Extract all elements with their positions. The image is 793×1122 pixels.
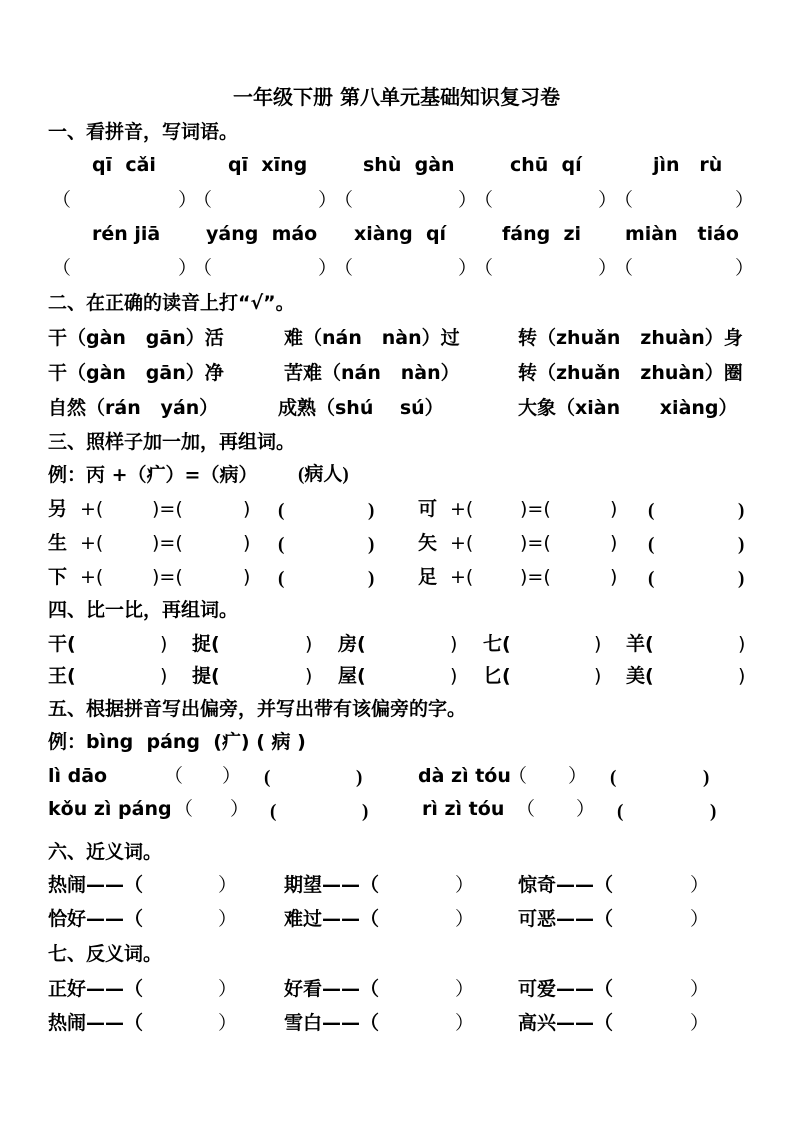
close-paren: ): [243, 566, 251, 588]
compare-char[interactable]: 提(: [192, 665, 220, 687]
antonym-item[interactable]: 好看——（: [284, 978, 380, 1000]
compare-char[interactable]: 美(: [626, 665, 654, 687]
char-blank-open[interactable]: (: [610, 767, 617, 788]
answer-blank-open[interactable]: （: [334, 257, 354, 279]
close-paren: ): [243, 498, 251, 520]
plus-blank[interactable]: +(: [450, 566, 474, 588]
radical-example: 例：bìng páng (疒) ( 病 ): [48, 731, 306, 753]
section4-heading: 四、比一比，再组词。: [48, 599, 239, 621]
close-paren: ): [738, 665, 746, 687]
section2-heading: 二、在正确的读音上打“√”。: [48, 292, 295, 314]
section3-heading: 三、照样子加一加，再组词。: [48, 431, 296, 453]
answer-blank-close[interactable]: ）: [318, 189, 338, 211]
plus-blank[interactable]: +(: [80, 566, 104, 588]
close-paren: ）: [218, 978, 238, 1000]
answer-blank-close[interactable]: ）: [458, 257, 478, 279]
close-paren: ): [610, 566, 618, 588]
compare-char[interactable]: 羊(: [626, 633, 654, 655]
answer-blank-open[interactable]: （: [52, 189, 72, 211]
close-paren: ): [594, 665, 602, 687]
example-word: (病人): [298, 464, 349, 485]
reading-choice[interactable]: 干（gàn gān）活: [48, 327, 224, 349]
word-blank-open[interactable]: (: [648, 500, 655, 521]
close-paren: ): [305, 665, 313, 687]
close-paren: ）: [218, 1012, 238, 1034]
plus-blank[interactable]: +(: [450, 532, 474, 554]
radical-blank-open[interactable]: （: [516, 798, 536, 820]
close-paren: ): [610, 532, 618, 554]
answer-blank-close[interactable]: ）: [598, 257, 618, 279]
radical-blank-open[interactable]: （: [174, 798, 194, 820]
section5-heading: 五、根据拼音写出偏旁，并写出带有该偏旁的字。: [48, 698, 467, 720]
close-paren: ）: [690, 1012, 710, 1034]
char-blank-close[interactable]: ): [710, 801, 717, 822]
compare-char[interactable]: 捉(: [192, 633, 220, 655]
radical-pinyin: dà zì tóu: [418, 765, 511, 787]
antonym-item[interactable]: 正好——（: [48, 978, 144, 1000]
synonym-item[interactable]: 期望——（: [284, 874, 380, 896]
radical-pinyin: lì dāo: [48, 765, 108, 787]
answer-blank-close[interactable]: ）: [318, 257, 338, 279]
reading-choice[interactable]: 难（nán nàn）过: [284, 327, 460, 349]
char-base: 可: [418, 498, 438, 520]
answer-blank-close[interactable]: ）: [178, 257, 198, 279]
answer-blank-open[interactable]: （: [193, 189, 213, 211]
compare-char[interactable]: 匕(: [483, 665, 511, 687]
compare-char[interactable]: 七(: [483, 633, 511, 655]
close-paren: ): [160, 665, 168, 687]
result-blank[interactable]: )=(: [152, 532, 183, 554]
synonym-item[interactable]: 难过——（: [284, 908, 380, 930]
radical-pinyin: kǒu zì páng: [48, 798, 172, 820]
close-paren: ）: [455, 978, 475, 1000]
answer-blank-close[interactable]: ）: [178, 189, 198, 211]
pinyin-item: qī cǎi: [92, 154, 156, 176]
char-base: 生: [48, 532, 68, 554]
radical-blank-close[interactable]: ）: [568, 765, 588, 787]
result-blank[interactable]: )=(: [152, 566, 183, 588]
antonym-item[interactable]: 高兴——（: [518, 1012, 614, 1034]
synonym-item[interactable]: 惊奇——（: [518, 874, 614, 896]
radical-blank-close[interactable]: ）: [222, 765, 242, 787]
radical-blank-close[interactable]: ）: [576, 798, 596, 820]
close-paren: ): [738, 633, 746, 655]
section7-heading: 七、反义词。: [48, 943, 163, 965]
answer-blank-open[interactable]: （: [52, 257, 72, 279]
result-blank[interactable]: )=(: [152, 498, 183, 520]
reading-choice[interactable]: 大象（xiàn xiàng）: [518, 397, 738, 419]
page-title: 一年级下册 第八单元基础知识复习卷: [233, 85, 560, 109]
char-blank-open[interactable]: (: [264, 767, 271, 788]
answer-blank-close[interactable]: ）: [598, 189, 618, 211]
word-blank-open[interactable]: (: [278, 500, 285, 521]
close-paren: ）: [455, 908, 475, 930]
answer-blank-open[interactable]: （: [474, 257, 494, 279]
compare-char[interactable]: 王(: [48, 665, 76, 687]
plus-blank[interactable]: +(: [80, 498, 104, 520]
word-blank-open[interactable]: (: [648, 534, 655, 555]
compare-char[interactable]: 房(: [338, 633, 366, 655]
pinyin-item: yáng máo: [206, 223, 318, 245]
close-paren: ): [594, 633, 602, 655]
result-blank[interactable]: )=(: [520, 532, 551, 554]
radical-blank-open[interactable]: （: [164, 765, 184, 787]
answer-blank-open[interactable]: （: [193, 257, 213, 279]
reading-choice[interactable]: 转（zhuǎn zhuàn）身: [518, 327, 743, 349]
example-equation: 例：丙 +（疒）=（病）: [48, 464, 258, 486]
word-blank-open[interactable]: (: [278, 568, 285, 589]
word-blank-close[interactable]: ): [738, 568, 745, 589]
plus-blank[interactable]: +(: [450, 498, 474, 520]
radical-blank-open[interactable]: （: [508, 765, 528, 787]
pinyin-item: fáng zi: [502, 223, 582, 245]
close-paren: ): [305, 633, 313, 655]
word-blank-close[interactable]: ): [368, 568, 375, 589]
close-paren: ): [243, 532, 251, 554]
plus-blank[interactable]: +(: [80, 532, 104, 554]
antonym-item[interactable]: 可爱——（: [518, 978, 614, 1000]
close-paren: ): [160, 633, 168, 655]
close-paren: ）: [690, 908, 710, 930]
answer-blank-open[interactable]: （: [474, 189, 494, 211]
close-paren: ）: [690, 874, 710, 896]
pinyin-item: chū qí: [510, 154, 582, 176]
close-paren: ）: [455, 874, 475, 896]
close-paren: ): [450, 633, 458, 655]
char-blank-open[interactable]: (: [617, 801, 624, 822]
synonym-item[interactable]: 热闹——（: [48, 874, 144, 896]
radical-pinyin: rì zì tóu: [422, 798, 505, 820]
char-base: 矢: [418, 532, 438, 554]
close-paren: ）: [218, 874, 238, 896]
pinyin-item: qī xīng: [228, 154, 308, 176]
reading-choice[interactable]: 转（zhuǎn zhuàn）圈: [518, 362, 743, 384]
close-paren: ): [450, 665, 458, 687]
char-blank-close[interactable]: ): [703, 767, 710, 788]
section1-heading: 一、看拼音，写词语。: [48, 121, 239, 143]
antonym-item[interactable]: 雪白——（: [284, 1012, 380, 1034]
close-paren: ）: [218, 908, 238, 930]
antonym-item[interactable]: 热闹——（: [48, 1012, 144, 1034]
pinyin-item: xiàng qí: [354, 223, 447, 245]
compare-char[interactable]: 屋(: [338, 665, 366, 687]
close-paren: ): [610, 498, 618, 520]
char-blank-close[interactable]: ): [362, 801, 369, 822]
char-blank-open[interactable]: (: [270, 801, 277, 822]
radical-blank-close[interactable]: ）: [230, 798, 250, 820]
reading-choice[interactable]: 干（gàn gān）净: [48, 362, 224, 384]
pinyin-item: rén jiā: [92, 223, 161, 245]
word-blank-open[interactable]: (: [278, 534, 285, 555]
answer-blank-close[interactable]: ）: [735, 257, 755, 279]
close-paren: ）: [690, 978, 710, 1000]
result-blank[interactable]: )=(: [520, 498, 551, 520]
compare-char[interactable]: 干(: [48, 633, 76, 655]
char-base: 下: [48, 566, 68, 588]
synonym-item[interactable]: 恰好——（: [48, 908, 144, 930]
reading-choice[interactable]: 苦难（nán nàn）: [284, 362, 460, 384]
word-blank-close[interactable]: ): [738, 534, 745, 555]
answer-blank-open[interactable]: （: [334, 189, 354, 211]
answer-blank-close[interactable]: ）: [458, 189, 478, 211]
word-blank-open[interactable]: (: [648, 568, 655, 589]
reading-choice[interactable]: 成熟（shú sú）: [278, 397, 444, 419]
word-blank-close[interactable]: ): [368, 534, 375, 555]
answer-blank-open[interactable]: （: [614, 257, 634, 279]
reading-choice[interactable]: 自然（rán yán）: [48, 397, 219, 419]
char-base: 足: [418, 566, 438, 588]
char-blank-close[interactable]: ): [356, 767, 363, 788]
word-blank-close[interactable]: ): [368, 500, 375, 521]
answer-blank-open[interactable]: （: [614, 189, 634, 211]
result-blank[interactable]: )=(: [520, 566, 551, 588]
pinyin-item: miàn tiáo: [625, 223, 739, 245]
char-base: 另: [48, 498, 68, 520]
close-paren: ）: [455, 1012, 475, 1034]
word-blank-close[interactable]: ): [738, 500, 745, 521]
synonym-item[interactable]: 可恶——（: [518, 908, 614, 930]
answer-blank-close[interactable]: ）: [735, 189, 755, 211]
pinyin-item: jìn rù: [653, 154, 723, 176]
section6-heading: 六、近义词。: [48, 841, 163, 863]
pinyin-item: shù gàn: [363, 154, 455, 176]
